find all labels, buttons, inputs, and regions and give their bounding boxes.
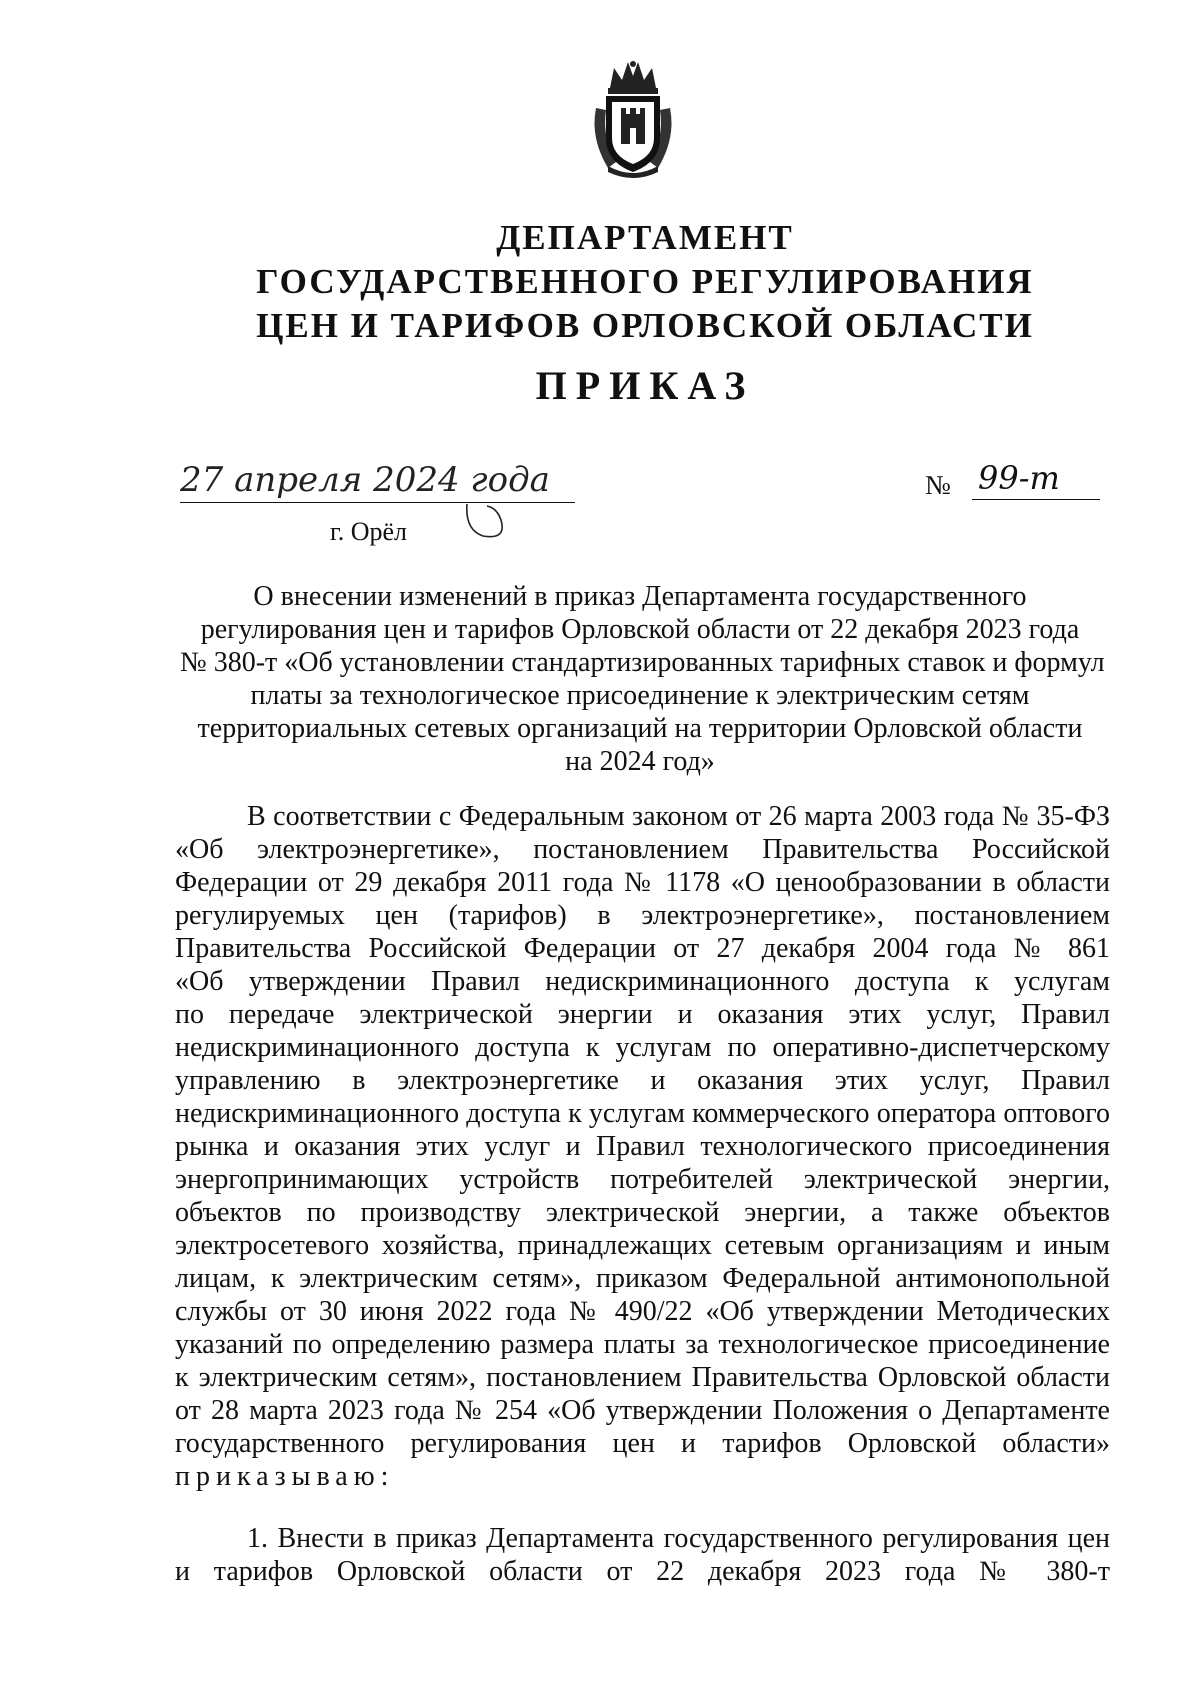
paragraph-line: управлению в электроэнергетике и оказания этих услуг, Правил xyxy=(175,1065,1110,1096)
paragraph-line: государственного регулирования цен и тарифов Орловской области» xyxy=(175,1428,1110,1459)
paragraph-line: 1. Внести в приказ Департамента государственного регулирования цен xyxy=(247,1523,1110,1554)
paragraph-line: объектов по производству электрической энергии, а также объектов xyxy=(175,1197,1110,1228)
clause-1-paragraph xyxy=(175,1522,1110,1588)
paragraph-line: электросетевого хозяйства, принадлежащих сетевым организациям и иным xyxy=(175,1230,1110,1261)
city-name: г. Орёл xyxy=(330,517,408,546)
subject-line: платы за технологическое присоединение к электрическим сетям xyxy=(250,680,1030,711)
order-number-label: № xyxy=(925,470,951,500)
subject-line: О внесении изменений в приказ Департамента государственного xyxy=(253,581,1027,612)
paragraph-line: рынка и оказания этих услуг и Правил технологического присоединения xyxy=(175,1131,1110,1162)
paragraph-line: «Об утверждении Правил недискриминационного доступа к услугам xyxy=(175,966,1110,997)
coat-of-arms-emblem xyxy=(588,58,678,178)
subject-line: регулирования цен и тарифов Орловской области от 22 декабря 2023 года xyxy=(200,614,1080,645)
order-date-handwritten: 27 апреля 2024 года xyxy=(180,458,575,503)
paragraph-line: указаний по определению размера платы за технологическое присоединение xyxy=(175,1329,1110,1360)
subject-line: на 2024 год» xyxy=(565,746,715,777)
department-name-line-1: ДЕПАРТАМЕНТ xyxy=(496,218,794,257)
preamble-paragraph xyxy=(175,800,1110,1493)
paragraph-line: по передаче электрической энергии и оказания этих услуг, Правил xyxy=(175,999,1110,1030)
subject-line: территориальных сетевых организаций на территории Орловской области xyxy=(197,713,1083,744)
department-name-line-2: ГОСУДАРСТВЕННОГО РЕГУЛИРОВАНИЯ xyxy=(256,262,1034,301)
order-number-handwritten: 99-т xyxy=(972,456,1100,500)
paragraph-line: службы от 30 июня 2022 года № 490/22 «Об утверждении Методических xyxy=(175,1296,1110,1327)
order-subject xyxy=(180,580,1105,778)
handwritten-flourish xyxy=(463,500,511,540)
subject-line: № 380-т «Об установлении стандартизированных тарифных ставок и формул xyxy=(180,647,1105,678)
paragraph-line: Правительства Российской Федерации от 27 декабря 2004 года № 861 xyxy=(175,933,1110,964)
paragraph-line: В соответствии с Федеральным законом от 26 марта 2003 года № 35-ФЗ xyxy=(247,801,1110,832)
document-type-title: ПРИКАЗ xyxy=(535,363,755,408)
paragraph-line: недискриминационного доступа к услугам коммерческого оператора оптового xyxy=(175,1098,1110,1129)
paragraph-line: «Об электроэнергетике», постановлением Правительства Российской xyxy=(175,834,1110,865)
paragraph-line: к электрическим сетям», постановлением Правительства Орловской области xyxy=(175,1362,1110,1393)
paragraph-line: Федерации от 29 декабря 2011 года № 1178 «О ценообразовании в области xyxy=(175,867,1110,898)
paragraph-line: от 28 марта 2023 года № 254 «Об утверждении Положения о Департаменте xyxy=(175,1395,1110,1426)
paragraph-line: недискриминационного доступа к услугам по оперативно-диспетчерскому xyxy=(175,1032,1110,1063)
paragraph-line: и тарифов Орловской области от 22 декабря 2023 года № 380-т xyxy=(175,1556,1110,1587)
paragraph-line: энергопринимающих устройств потребителей электрической энергии, xyxy=(175,1164,1110,1195)
department-name-line-3: ЦЕН И ТАРИФОВ ОРЛОВСКОЙ ОБЛАСТИ xyxy=(256,306,1034,345)
paragraph-line: регулируемых цен (тарифов) в электроэнергетике», постановлением xyxy=(175,900,1110,931)
order-verb: приказываю: xyxy=(175,1461,395,1492)
paragraph-line: лицам, к электрическим сетям», приказом Федеральной антимонопольной xyxy=(175,1263,1110,1294)
